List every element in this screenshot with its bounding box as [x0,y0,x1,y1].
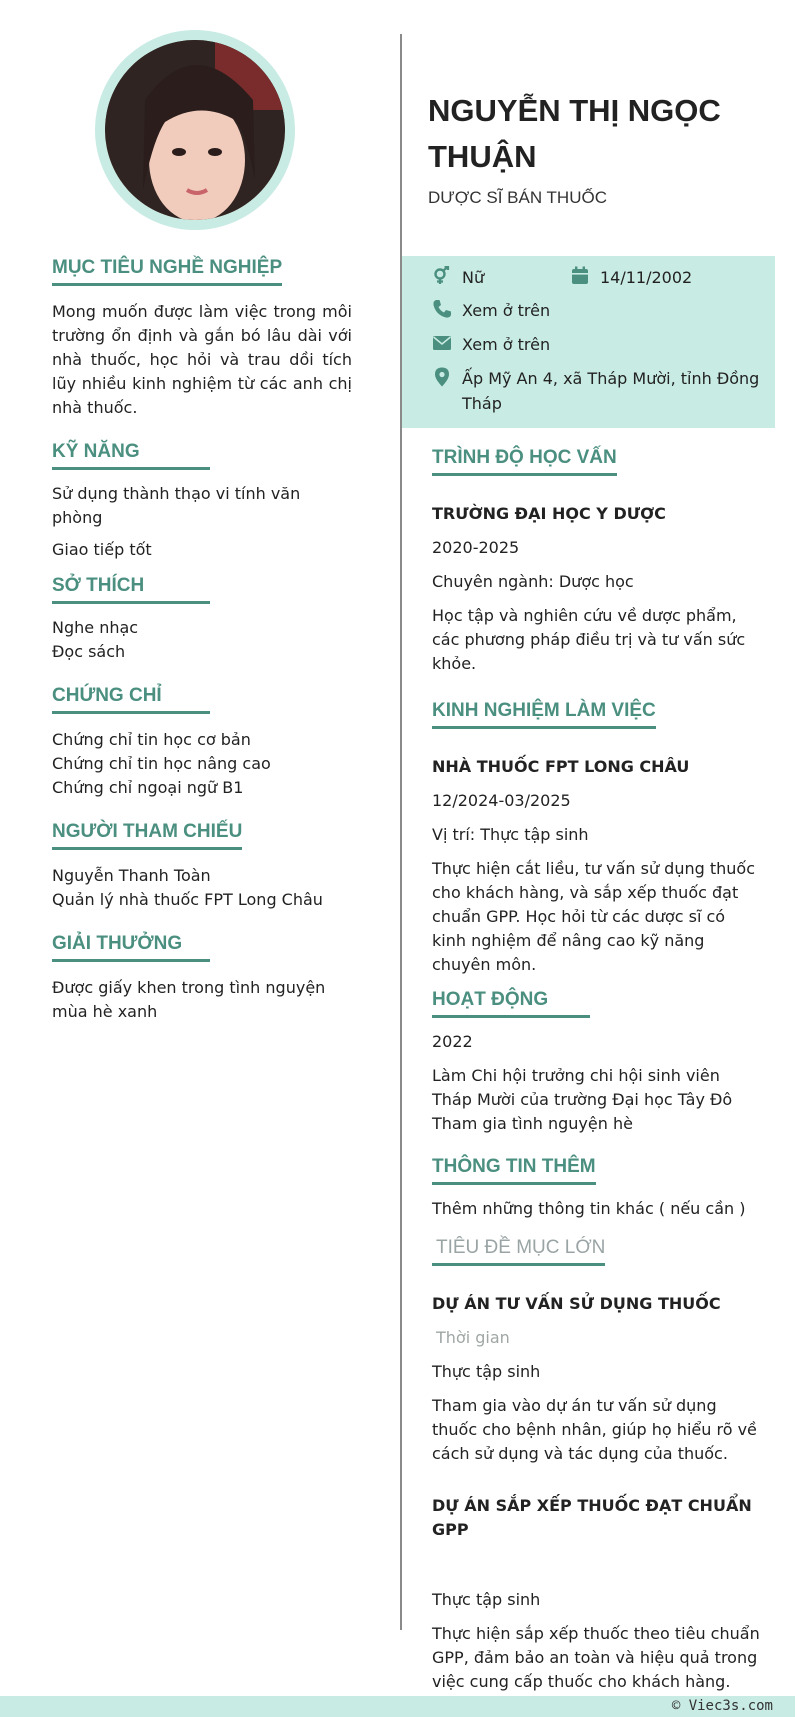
activities-year: 2022 [432,1032,473,1051]
project-name: DỰ ÁN TƯ VẤN SỬ DỤNG THUỐC [432,1294,721,1313]
education-school: TRƯỜNG ĐẠI HỌC Y DƯỢC [432,504,666,523]
certificates-section [52,684,352,800]
projects-heading: TIÊU ĐỀ MỤC LỚN [432,1237,605,1266]
education-period: 2020-2025 [432,538,520,557]
location-icon [432,367,452,387]
reference-item: Quản lý nhà thuốc FPT Long Châu [52,890,323,909]
project-role: Thực tập sinh [432,1590,541,1609]
footer-bar [0,1696,795,1717]
project-description: Thực hiện sắp xếp thuốc theo tiêu chuẩn GPP, đảm bảo an toàn và hiệu quả trong việc cung cấp thuốc cho khách hàng. [432,1624,760,1691]
candidate-name: NGUYỄN THỊ NGỌC THUẬN [428,93,721,174]
education-description: Học tập và nghiên cứu về dược phẩm, các phương pháp điều trị và tư vấn sức khỏe. [432,606,746,673]
award-text: Được giấy khen trong tình nguyện mùa hè xanh [52,978,326,1021]
objective-heading: MỤC TIÊU NGHỀ NGHIỆP [52,257,282,286]
email-value: Xem ở trên [462,335,551,354]
footer-copyright[interactable]: © Viec3s.com [671,1698,773,1714]
references-heading: NGƯỜI THAM CHIẾU [52,821,242,850]
skill-item: Sử dụng thành thạo vi tính văn phòng [52,484,301,527]
references-section [52,820,352,912]
experience-period: 12/2024-03/2025 [432,791,571,810]
avatar-frame [95,30,295,230]
certificate-item: Chứng chỉ tin học cơ bản [52,730,251,749]
reference-item: Nguyễn Thanh Toàn [52,866,211,885]
experience-position: Vị trí: Thực tập sinh [432,825,589,844]
hobbies-heading: SỞ THÍCH [52,575,210,604]
hobby-item: Nghe nhạc [52,618,139,637]
calendar-icon [570,266,590,286]
skill-item: Giao tiếp tốt [52,540,152,559]
hobbies-section [52,574,352,664]
avatar [105,40,285,220]
avatar-photo [105,40,285,220]
certificates-heading: CHỨNG CHỈ [52,685,210,714]
left-column [52,256,352,1044]
awards-heading: GIẢI THƯỞNG [52,933,210,962]
certificate-item: Chứng chỉ ngoại ngữ B1 [52,778,244,797]
project-description: Tham gia vào dự án tư vấn sử dụng thuốc cho bệnh nhân, giúp họ hiểu rõ về cách sử dụng và tác dụng của thuốc. [432,1396,757,1463]
education-major: Chuyên ngành: Dược học [432,572,634,591]
skills-heading: KỸ NĂNG [52,441,210,470]
extra-text: Thêm những thông tin khác ( nếu cần ) [432,1199,746,1218]
project-name: DỰ ÁN SẮP XẾP THUỐC ĐẠT CHUẨN GPP [432,1496,752,1539]
right-column [432,446,762,1694]
experience-heading: KINH NGHIỆM LÀM VIỆC [432,700,656,729]
birthdate-value: 14/11/2002 [600,268,693,287]
email-icon [432,333,452,353]
project-time: Thời gian [436,1328,510,1347]
address-value: Ấp Mỹ An 4, xã Tháp Mười, tỉnh Đồng Tháp [462,369,760,413]
awards-section [52,932,352,1024]
skills-section [52,440,352,562]
phone-icon [432,299,452,319]
education-heading: TRÌNH ĐỘ HỌC VẤN [432,447,617,476]
candidate-title: DƯỢC SĨ BÁN THUỐC [428,188,607,207]
hobby-item: Đọc sách [52,642,126,661]
phone-value: Xem ở trên [462,301,551,320]
activity-item: Làm Chi hội trưởng chi hội sinh viên Tháp Mười của trường Đại học Tây Đô [432,1066,733,1109]
objective-section [52,256,352,420]
project-role: Thực tập sinh [432,1362,541,1381]
certificate-item: Chứng chỉ tin học nâng cao [52,754,271,773]
gender-value: Nữ [462,268,485,287]
extra-heading: THÔNG TIN THÊM [432,1156,596,1185]
contact-panel [402,256,775,428]
experience-company: NHÀ THUỐC FPT LONG CHÂU [432,757,690,776]
activities-heading: HOẠT ĐỘNG [432,989,590,1018]
experience-description: Thực hiện cắt liều, tư vấn sử dụng thuốc cho khách hàng, và sắp xếp thuốc đạt chuẩn GPP. Học hỏi từ các dược sĩ có kinh nghiệm để nâng cao kỹ năng chuyên môn. [432,859,755,974]
gender-icon [432,266,452,286]
activity-item: Tham gia tình nguyện hè [432,1114,633,1133]
objective-text: Mong muốn được làm việc trong môi trường ổn định và gắn bó lâu dài với nhà thuốc, học hỏi và trau dồi tích lũy nhiều kinh nghiệm từ các anh chị nhà thuốc. [52,302,352,417]
